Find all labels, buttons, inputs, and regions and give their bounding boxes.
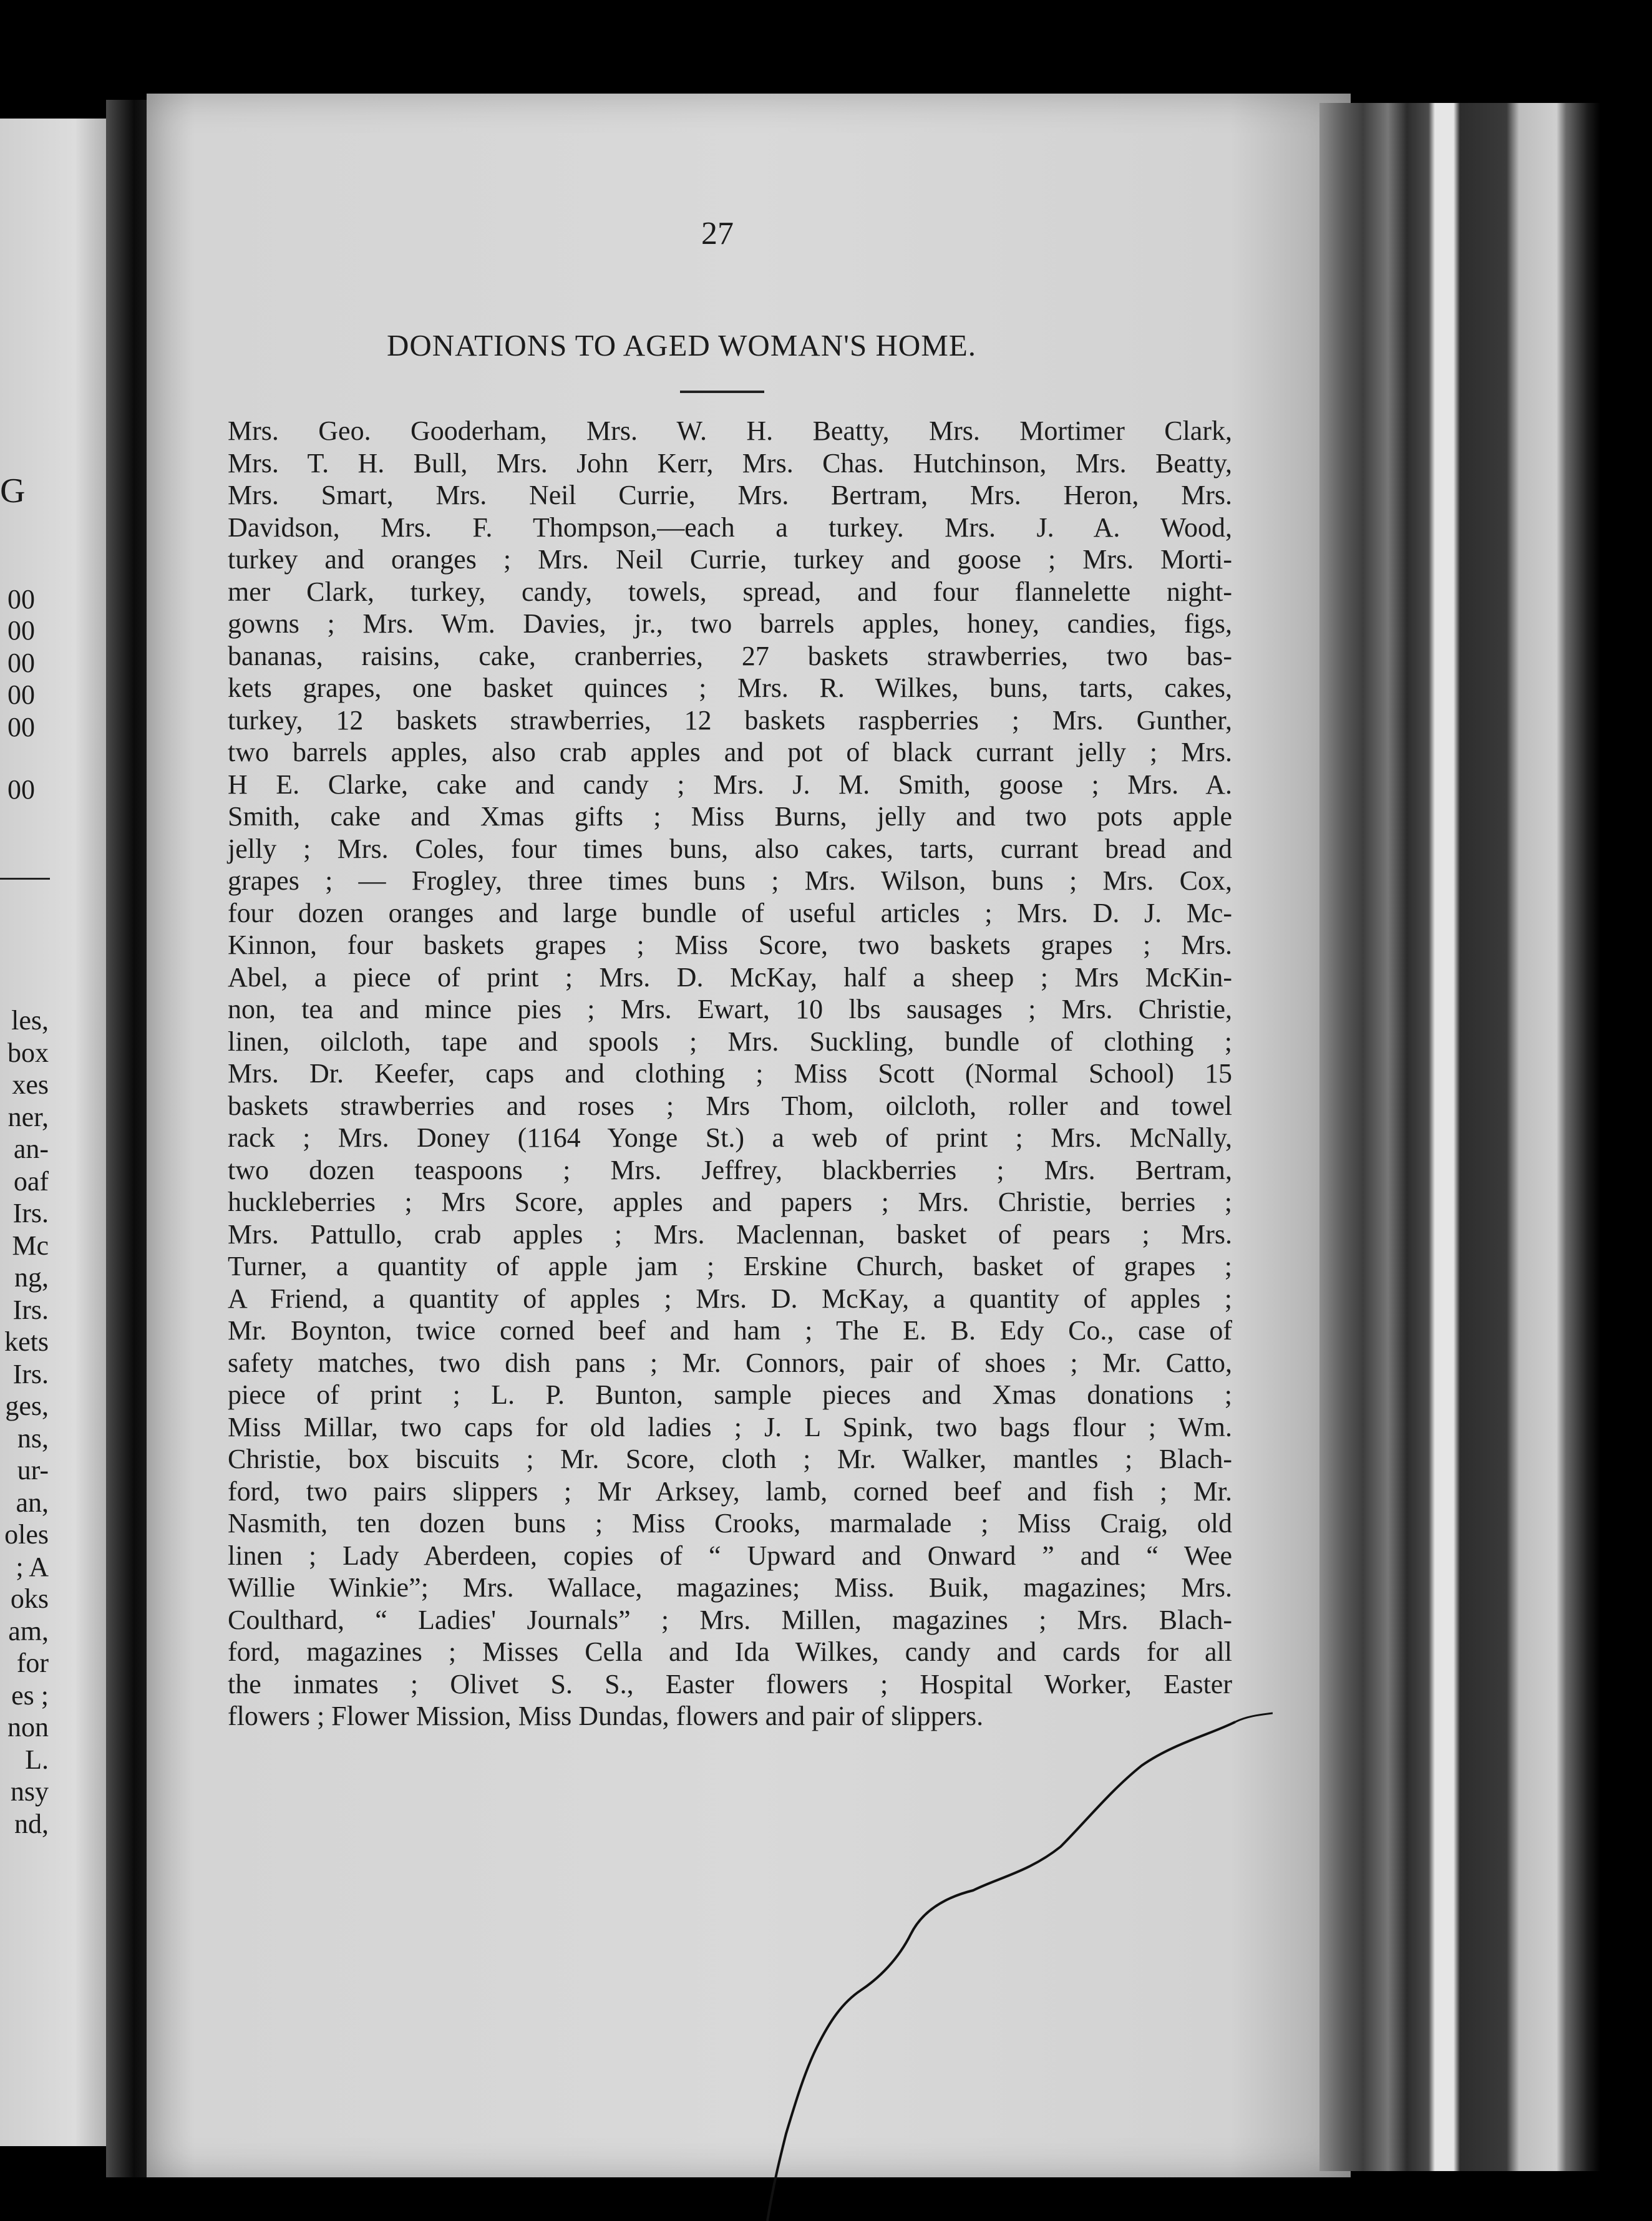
text-line: piece of print ; L. P. Bunton, sample pieces and Xmas donations ; [228, 1379, 1232, 1410]
left-page-fragment: les, [11, 1005, 49, 1036]
text-line: Coulthard, “ Ladies' Journals” ; Mrs. Millen, magazines ; Mrs. Blach- [228, 1604, 1232, 1635]
left-page-fragment: Mc [12, 1230, 49, 1261]
text-line: mer Clark, turkey, candy, towels, spread, and four flannelette night- [228, 576, 1232, 607]
text-line: Mrs. Dr. Keefer, caps and clothing ; Miss Scott (Normal School) 15 [228, 1058, 1232, 1089]
text-line: grapes ; — Frogley, three times buns ; Mrs. Wilson, buns ; Mrs. Cox, [228, 865, 1232, 896]
text-line: Davidson, Mrs. F. Thompson,—each a turkey. Mrs. J. A. Wood, [228, 512, 1232, 543]
text-line: safety matches, two dish pans ; Mr. Connors, pair of shoes ; Mr. Catto, [228, 1347, 1232, 1378]
text-line: Nasmith, ten dozen buns ; Miss Crooks, marmalade ; Miss Craig, old [228, 1508, 1232, 1538]
left-page-heading: G [0, 472, 26, 510]
left-page-number: 00 [7, 648, 35, 678]
left-page-rule [0, 878, 50, 880]
text-line: jelly ; Mrs. Coles, four times buns, also cakes, tarts, currant bread and [228, 833, 1232, 864]
left-page-fragment: oaf [13, 1165, 49, 1197]
text-line: Mr. Boynton, twice corned beef and ham ; The E. B. Edy Co., case of [228, 1315, 1232, 1346]
left-page-fragment: non [7, 1712, 49, 1742]
text-line: Mrs. Geo. Gooderham, Mrs. W. H. Beatty, Mrs. Mortimer Clark, [228, 416, 1232, 446]
text-line: four dozen oranges and large bundle of useful articles ; Mrs. D. J. Mc- [228, 897, 1232, 928]
text-line: turkey, 12 baskets strawberries, 12 baskets raspberries ; Mrs. Gunther, [228, 704, 1232, 736]
left-page-number: 00 [7, 584, 35, 615]
left-page-fragment: oks [10, 1583, 49, 1614]
page-title: DONATIONS TO AGED WOMAN'S HOME. [387, 328, 977, 362]
text-line: Abel, a piece of print ; Mrs. D. McKay, half a sheep ; Mrs McKin- [228, 961, 1232, 993]
pen-scribble-mark [736, 1697, 1273, 2221]
left-page-fragment: ur- [17, 1455, 49, 1485]
left-page-fragment: am, [8, 1615, 49, 1646]
text-line: two dozen teaspoons ; Mrs. Jeffrey, blackberries ; Mrs. Bertram, [228, 1154, 1232, 1185]
left-page-fragment: ner, [7, 1101, 49, 1132]
text-line: two barrels apples, also crab apples and pot of black currant jelly ; Mrs. [228, 737, 1232, 767]
left-page-fragment: for [16, 1648, 49, 1678]
text-line: non, tea and mince pies ; Mrs. Ewart, 10 lbs sausages ; Mrs. Christie, [228, 994, 1232, 1024]
left-page-number: 00 [7, 679, 35, 710]
left-page-fragment: xes [12, 1069, 49, 1100]
text-line: huckleberries ; Mrs Score, apples and papers ; Mrs. Christie, berries ; [228, 1187, 1232, 1217]
left-page-fragment: oles [4, 1519, 49, 1550]
text-line: Smith, cake and Xmas gifts ; Miss Burns, jelly and two pots apple [228, 801, 1232, 832]
text-line: Miss Millar, two caps for old ladies ; J. L Spink, two bags flour ; Wm. [228, 1411, 1232, 1442]
text-line: Kinnon, four baskets grapes ; Miss Score, two baskets grapes ; Mrs. [228, 930, 1232, 960]
left-page-fragment: nd, [14, 1808, 49, 1839]
text-line: turkey and oranges ; Mrs. Neil Currie, turkey and goose ; Mrs. Morti- [228, 544, 1232, 575]
book-page-edges [1319, 103, 1600, 2171]
left-page-number: 00 [7, 774, 35, 805]
left-page-fragment: ges, [5, 1391, 49, 1421]
left-page-fragment: an, [16, 1487, 49, 1518]
left-page-fragment: ns, [17, 1422, 49, 1454]
text-line: Turner, a quantity of apple jam ; Erskine Church, basket of grapes ; [228, 1251, 1232, 1281]
title-rule [680, 391, 764, 393]
text-line: rack ; Mrs. Doney (1164 Yonge St.) a web of print ; Mrs. McNally, [228, 1122, 1232, 1153]
donations-paragraph [228, 415, 1232, 1733]
left-page-number: 00 [7, 712, 35, 742]
text-line: Mrs. Smart, Mrs. Neil Currie, Mrs. Bertram, Mrs. Heron, Mrs. [228, 480, 1232, 510]
text-line: A Friend, a quantity of apples ; Mrs. D. McKay, a quantity of apples ; [228, 1283, 1232, 1314]
text-line: Mrs. T. H. Bull, Mrs. John Kerr, Mrs. Chas. Hutchinson, Mrs. Beatty, [228, 447, 1232, 479]
text-line: kets grapes, one basket quinces ; Mrs. R. Wilkes, buns, tarts, cakes, [228, 673, 1232, 703]
text-line: ford, two pairs slippers ; Mr Arksey, lamb, corned beef and fish ; Mr. [228, 1475, 1232, 1507]
text-line: Willie Winkie”; Mrs. Wallace, magazines; Miss. Buik, magazines; Mrs. [228, 1572, 1232, 1603]
text-line: linen, oilcloth, tape and spools ; Mrs. Suckling, bundle of clothing ; [228, 1026, 1232, 1057]
left-page-fragment: ng, [14, 1262, 49, 1293]
left-page-fragment: ; A [16, 1551, 49, 1582]
left-page-fragment: nsy [10, 1776, 49, 1807]
left-page-fragment: Irs. [12, 1294, 49, 1325]
text-line: linen ; Lady Aberdeen, copies of “ Upward and Onward ” and “ Wee [228, 1540, 1232, 1571]
left-page-number: 00 [7, 615, 35, 646]
text-line: baskets strawberries and roses ; Mrs Thom, oilcloth, roller and towel [228, 1090, 1232, 1121]
left-page-fragment: box [7, 1037, 49, 1068]
text-line: the inmates ; Olivet S. S., Easter flowers ; Hospital Worker, Easter [228, 1668, 1232, 1699]
text-line: gowns ; Mrs. Wm. Davies, jr., two barrels apples, honey, candies, figs, [228, 608, 1232, 639]
left-page-fragment: L. [25, 1744, 49, 1775]
text-line: ford, magazines ; Misses Cella and Ida Wilkes, candy and cards for all [228, 1636, 1232, 1667]
text-line: Christie, box biscuits ; Mr. Score, cloth ; Mr. Walker, mantles ; Blach- [228, 1444, 1232, 1474]
left-page-fragment: Irs. [12, 1198, 49, 1228]
text-line: Mrs. Pattullo, crab apples ; Mrs. Maclennan, basket of pears ; Mrs. [228, 1218, 1232, 1250]
left-page-fragment: es ; [11, 1679, 49, 1711]
text-line: bananas, raisins, cake, cranberries, 27 baskets strawberries, two bas- [228, 640, 1232, 671]
left-page-fragment: kets [4, 1326, 49, 1357]
text-line: flowers ; Flower Mission, Miss Dundas, flowers and pair of slippers. [228, 1701, 984, 1731]
left-page-fragment: Irs. [12, 1358, 49, 1389]
left-page-fragment: an- [13, 1134, 49, 1164]
text-line: H E. Clarke, cake and candy ; Mrs. J. M. Smith, goose ; Mrs. A. [228, 769, 1232, 800]
page-number: 27 [701, 216, 734, 251]
